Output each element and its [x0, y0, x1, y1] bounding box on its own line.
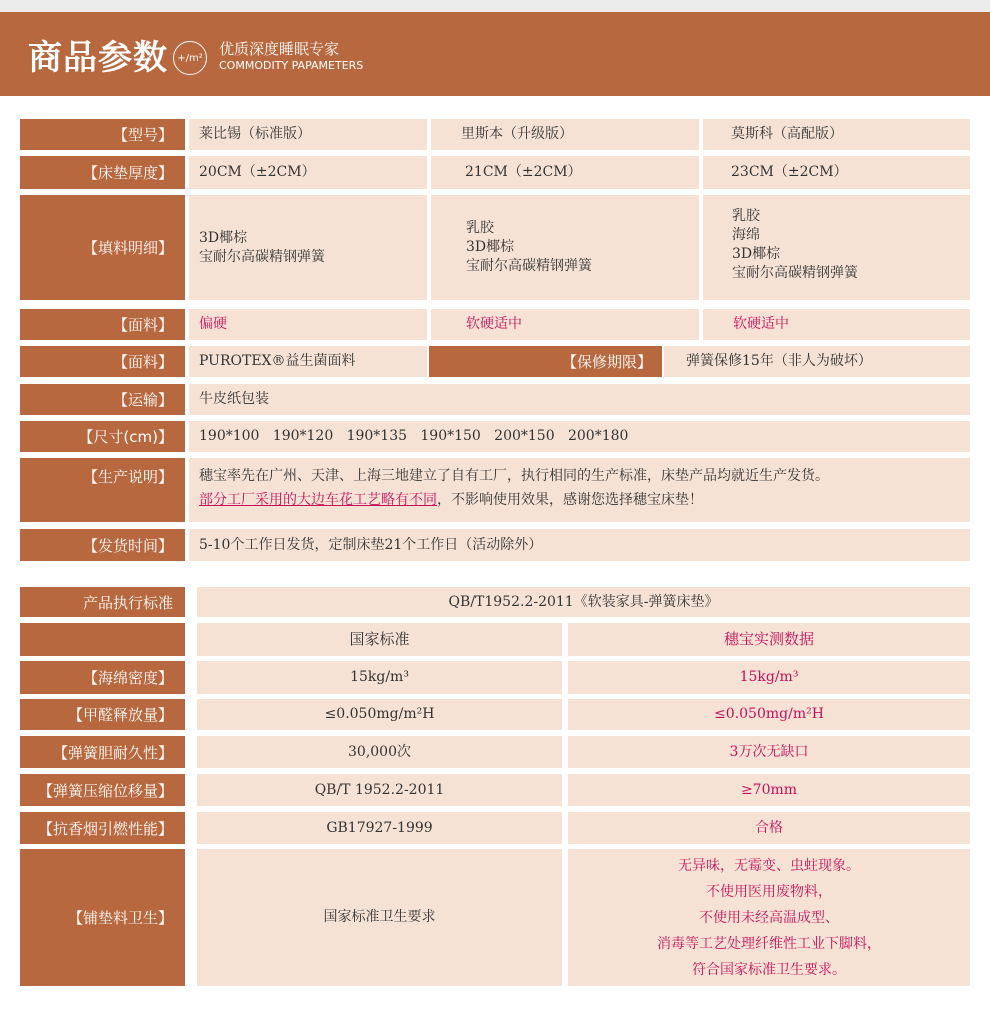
- filling-item: 3D椰棕: [732, 246, 781, 262]
- production-line-1: 穗宝率先在广州、天津、上海三地建立了自有工厂，执行相同的生产标准，床垫产品均就近生产发货。: [199, 468, 829, 484]
- filling-item: 3D椰棕: [199, 229, 248, 246]
- hygiene-label: 【铺垫料卫生】: [20, 849, 185, 986]
- firmness-value-3: 软硬适中: [703, 309, 970, 340]
- warranty-value: 弹簧保修15年（非人为破坏）: [664, 346, 970, 377]
- model-label: 【型号】: [20, 119, 185, 150]
- spring-compression-label: 【弹簧压缩位移量】: [20, 774, 185, 806]
- filling-item: 宝耐尔高碳精钢弹簧: [466, 258, 592, 274]
- size-label: 【尺寸(cm)】: [20, 421, 185, 452]
- model-value-1: 莱比锡（标准版）: [189, 119, 427, 150]
- production-line-2: [199, 488, 970, 512]
- hygiene-line: 不使用医用废物料，: [706, 883, 832, 900]
- fabric-value: PUROTEX®益生菌面料: [189, 346, 427, 377]
- filling-item: 宝耐尔高碳精钢弹簧: [732, 265, 858, 281]
- thickness-value-1: 20CM（±2CM）: [189, 156, 427, 189]
- spring-durability-measured: 3万次无缺口: [568, 736, 970, 768]
- subtitle-en: COMMODITY PAPAMETERS: [219, 59, 364, 72]
- shipping-value: 牛皮纸包装: [189, 384, 970, 415]
- top-strip: [0, 0, 990, 12]
- filling-value-2: [431, 195, 699, 300]
- spring-durability-label: 【弹簧胆耐久性】: [20, 736, 185, 768]
- firmness-value-1: 偏硬: [189, 309, 427, 340]
- size-value: 190*100 190*120 190*135 190*150 200*150 200*180: [189, 421, 970, 452]
- delivery-value: 5-10个工作日发货，定制床垫21个工作日（活动除外）: [189, 529, 970, 561]
- model-value-3: 莫斯科（高配版）: [703, 119, 970, 150]
- production-line-2-rest: ，不影响使用效果，感谢您选择穗宝床垫！: [437, 492, 703, 508]
- filling-value-1: [189, 195, 427, 300]
- formaldehyde-measured: ≤0.050mg/m²H: [568, 699, 970, 730]
- header-banner: [0, 12, 990, 96]
- sponge-density-measured: 15kg/m³: [568, 661, 970, 694]
- hygiene-line: 符合国家标准卫生要求。: [692, 961, 846, 978]
- filling-item: 3D椰棕: [466, 239, 515, 255]
- delivery-label: 【发货时间】: [20, 529, 185, 561]
- filling-item: 宝耐尔高碳精钢弹簧: [199, 248, 325, 265]
- filling-item: 乳胶: [466, 220, 494, 236]
- firmness-label: 【面料】: [20, 309, 185, 340]
- hygiene-measured: [568, 849, 970, 986]
- model-value-2: 里斯本（升级版）: [431, 119, 699, 150]
- cigarette-ignition-national: GB17927-1999: [197, 812, 562, 844]
- filling-label: 【填料明细】: [20, 195, 185, 300]
- hygiene-national: 国家标准卫生要求: [197, 849, 562, 986]
- formaldehyde-national: ≤0.050mg/m²H: [197, 699, 562, 730]
- cigarette-ignition-measured: 合格: [568, 812, 970, 844]
- spring-compression-national: QB/T 1952.2-2011: [197, 774, 562, 806]
- cigarette-ignition-label: 【抗香烟引燃性能】: [20, 812, 185, 844]
- column-national: 国家标准: [197, 623, 562, 656]
- production-label: 【生产说明】: [20, 458, 185, 522]
- hygiene-line: 消毒等工艺处理纤维性工业下脚料，: [657, 935, 881, 952]
- column-header-blank: [20, 623, 185, 656]
- standard-value: QB/T1952.2-2011《软装家具-弹簧床垫》: [197, 587, 970, 617]
- shipping-label: 【运输】: [20, 384, 185, 415]
- production-highlight: 部分工厂采用的大边车花工艺略有不同: [199, 492, 437, 508]
- hygiene-line: 不使用未经高温成型、: [699, 909, 839, 926]
- fabric-label: 【面料】: [20, 346, 185, 377]
- hygiene-line: 无异味，无霉变、虫蛀现象。: [678, 857, 860, 874]
- standard-label: 产品执行标准: [20, 587, 185, 617]
- filling-item: 乳胶: [732, 208, 760, 224]
- thickness-value-3: 23CM（±2CM）: [703, 156, 970, 189]
- sponge-density-label: 【海绵密度】: [20, 661, 185, 694]
- firmness-value-2: 软硬适中: [431, 309, 699, 340]
- warranty-label: 【保修期限】: [429, 346, 662, 377]
- production-value: [189, 458, 970, 522]
- thickness-label: 【床垫厚度】: [20, 156, 185, 189]
- spring-durability-national: 30,000次: [197, 736, 562, 768]
- filling-item: 海绵: [732, 227, 760, 243]
- formaldehyde-label: 【甲醛释放量】: [20, 699, 185, 730]
- column-measured: 穗宝实测数据: [568, 623, 970, 656]
- page-title: 商品参数: [28, 38, 168, 78]
- subtitle-cn: 优质深度睡眠专家: [219, 40, 340, 58]
- filling-value-3: [703, 195, 970, 300]
- thickness-value-2: 21CM（±2CM）: [431, 156, 699, 189]
- spring-compression-measured: ≥70mm: [568, 774, 970, 806]
- sponge-density-national: 15kg/m³: [197, 661, 562, 694]
- unit-badge-icon: +/m²: [173, 41, 207, 75]
